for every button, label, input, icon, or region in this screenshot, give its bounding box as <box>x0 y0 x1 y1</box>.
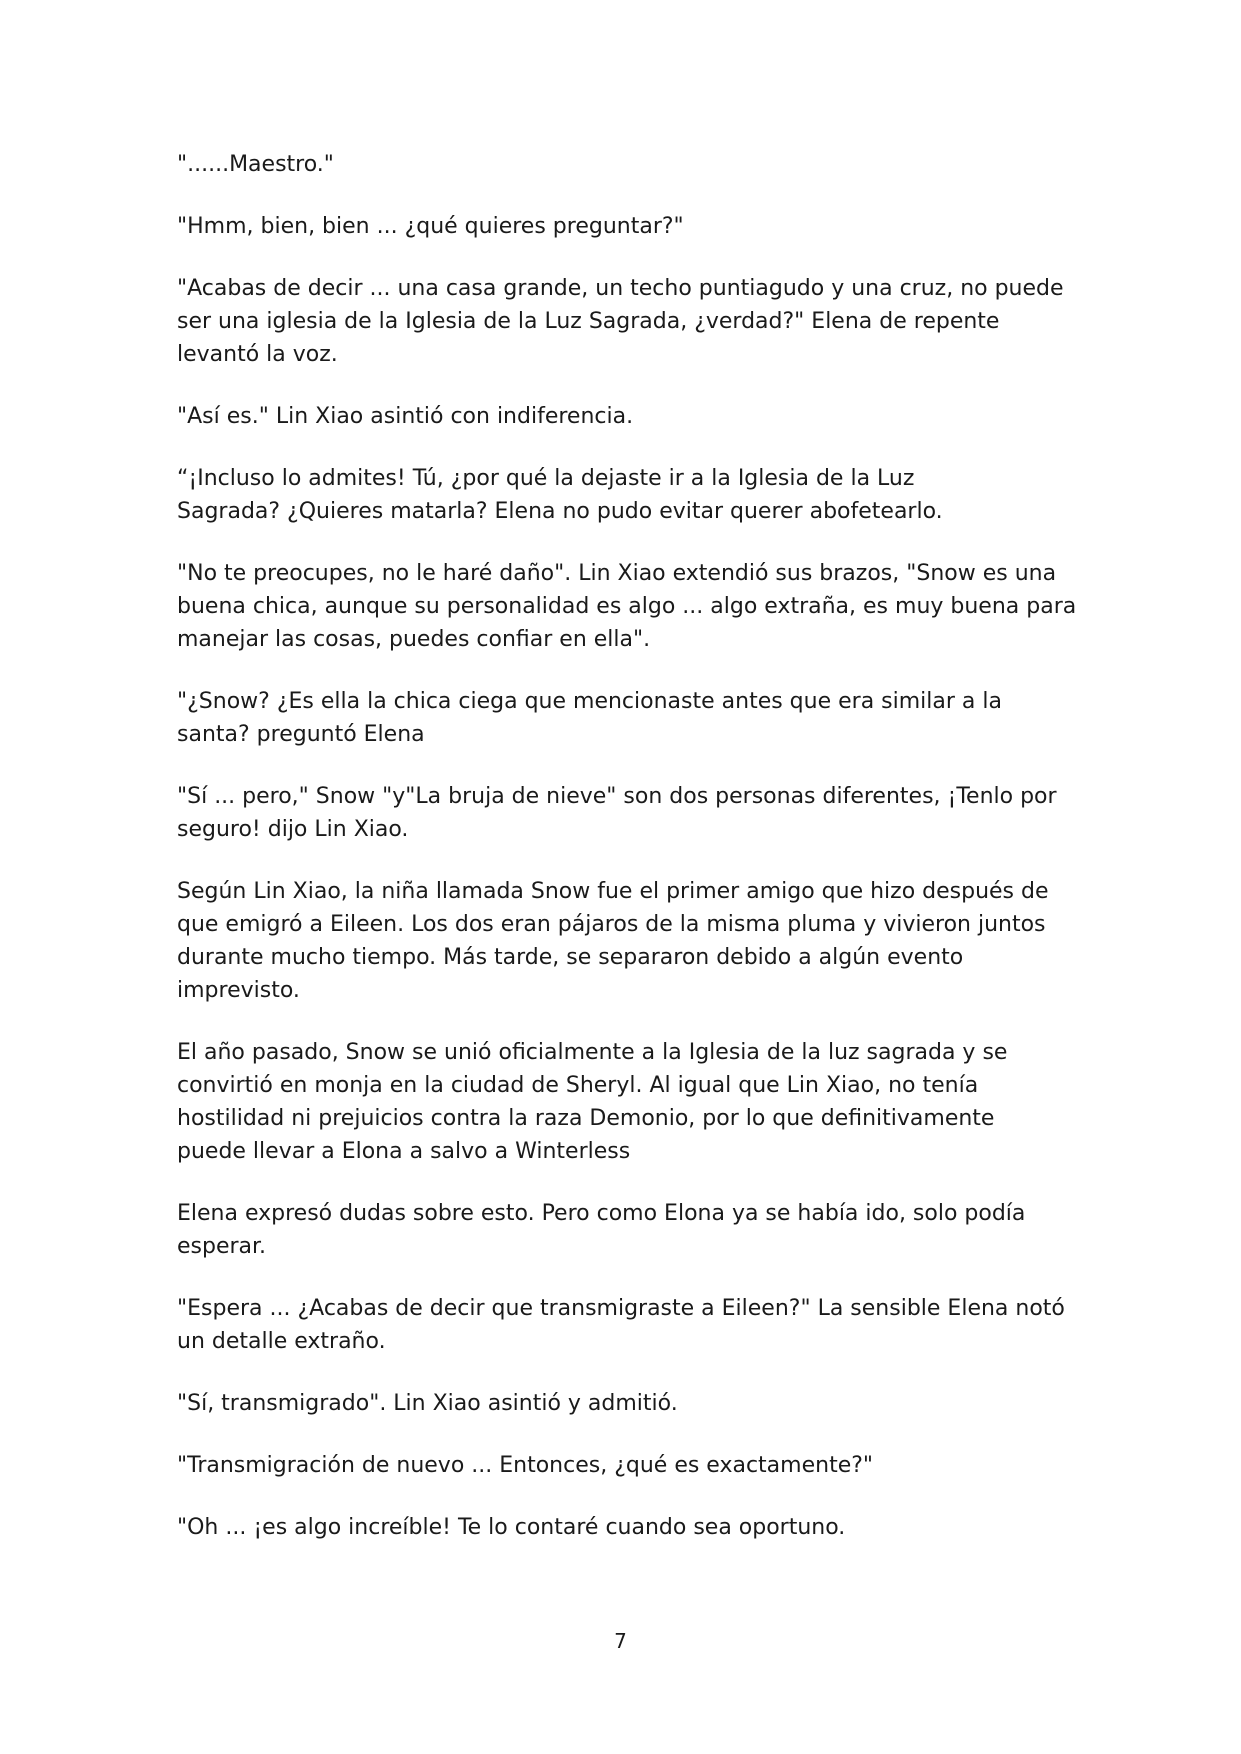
paragraph: "¿Snow? ¿Es ella la chica ciega que mencionaste antes que era similar a la santa? preguntó Elena <box>177 689 1002 747</box>
paragraph: "Oh ... ¡es algo increíble! Te lo contaré cuando sea oportuno. <box>177 1515 846 1540</box>
paragraph: "Sí ... pero," Snow "y"La bruja de nieve" son dos personas diferentes, ¡Tenlo por seguro! dijo Lin Xiao. <box>177 784 1057 842</box>
paragraph: "Espera ... ¿Acabas de decir que transmigraste a Eileen?" La sensible Elena notó un detalle extraño. <box>177 1296 1065 1354</box>
paragraph: "Acabas de decir ... una casa grande, un techo puntiagudo y una cruz, no puede ser una iglesia de la Iglesia de la Luz Sagrada, ¿verdad?" Elena de repente levantó la voz. <box>177 276 1064 367</box>
paragraph: "......Maestro." <box>177 152 334 177</box>
paragraph: "Sí, transmigrado". Lin Xiao asintió y admitió. <box>177 1391 678 1416</box>
paragraph: "Transmigración de nuevo ... Entonces, ¿qué es exactamente?" <box>177 1453 874 1478</box>
paragraph: "Hmm, bien, bien ... ¿qué quieres preguntar?" <box>177 214 684 239</box>
paragraph: Según Lin Xiao, la niña llamada Snow fue el primer amigo que hizo después de que emigró a Eileen. Los dos eran pájaros de la misma pluma y vivieron juntos durante mucho tiempo. Más tarde, se separaron debido a algún evento imprevisto. <box>177 879 1049 1003</box>
paragraph: “¡Incluso lo admites! Tú, ¿por qué la dejaste ir a la Iglesia de la Luz Sagrada? ¿Quieres matarla? Elena no pudo evitar querer abofetearlo. <box>177 466 943 524</box>
paragraph: Elena expresó dudas sobre esto. Pero como Elona ya se había ido, solo podía esperar. <box>177 1201 1026 1259</box>
body-text <box>177 148 1077 1573</box>
paragraph: El año pasado, Snow se unió oficialmente a la Iglesia de la luz sagrada y se convirtió en monja en la ciudad de Sheryl. Al igual que Lin Xiao, no tenía hostilidad ni prejuicios contra la raza Demonio, por lo que definitivamente puede llevar a Elona a salvo a Winterless <box>177 1040 1008 1164</box>
page-number: 7 <box>614 1629 627 1653</box>
paragraph: "Así es." Lin Xiao asintió con indiferencia. <box>177 404 634 429</box>
paragraph: "No te preocupes, no le haré daño". Lin Xiao extendió sus brazos, "Snow es una buena chica, aunque su personalidad es algo ... algo extraña, es muy buena para manejar las cosas, puedes confiar en ella". <box>177 561 1077 652</box>
